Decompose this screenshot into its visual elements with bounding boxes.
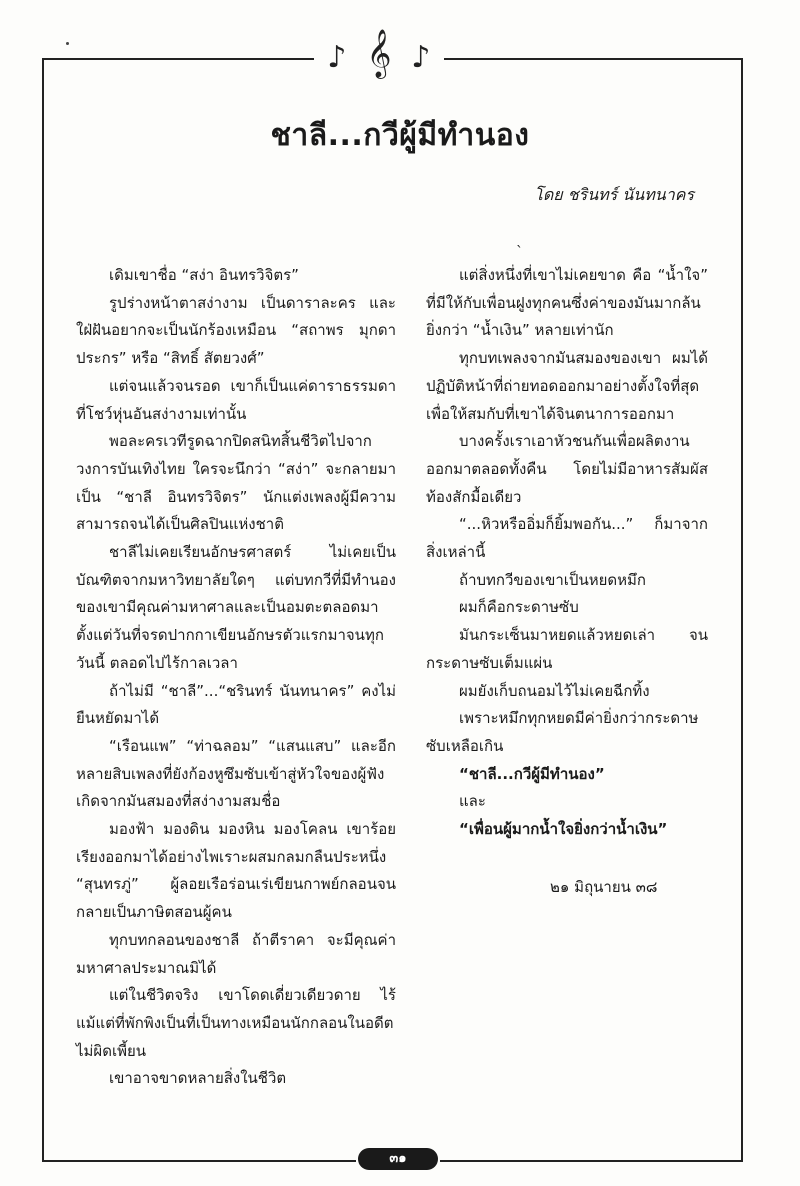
paragraph: แต่ในชีวิตจริง เขาโดดเดี่ยวเดียวดาย ไร้แม้แต่ที่พักพิงเป็นที่เป็นทางเหมือนนักกลอนในอดีตไม่ผิดเพี้ยน xyxy=(76,986,396,1060)
paragraph: แต่สิ่งหนึ่งที่เขาไม่เคยขาด คือ “น้ำใจ” ที่มีให้กับเพื่อนฝูงทุกคนซึ่งค่าของมันมากล้นยิ่งกว่า “น้ำเงิน” หลายเท่านัก xyxy=(426,266,708,340)
verse-line: มันกระเซ็นมาหยดแล้วหยดเล่า จนกระดาษซับเต็มแผ่น xyxy=(426,626,708,672)
paragraph: รูปร่างหน้าตาสง่างาม เป็นดาราละคร และใฝ่ฝันอยากจะเป็นนักร้องเหมือน “สถาพร มุกดาประกร” หรือ “สิทธิ์ สัตยวงศ์” xyxy=(76,293,396,368)
stray-mark: ˎ xyxy=(516,232,523,248)
frame-bottom-left xyxy=(42,1160,356,1162)
closing-line: “เพื่อนผู้มากน้ำใจยิ่งกว่าน้ำเงิน” xyxy=(459,820,668,839)
paragraph: “เรือนแพ” “ท่าฉลอม” “แสนแสบ” และอีกหลายสิบเพลงที่ยังก้องหูซึมซับเข้าสู่หัวใจของผู้ฟังเกิดจากมันสมองที่สง่างามสมชื่อ xyxy=(76,736,396,811)
date-line: ๒๑ มิถุนายน ๓๘ xyxy=(550,878,658,896)
verse-line: ผมยังเก็บถนอมไว้ไม่เคยฉีกทิ้ง xyxy=(459,681,650,700)
page-number: ๓๑ xyxy=(358,1148,438,1170)
closing-line: และ xyxy=(459,792,486,811)
paragraph: ชาลีไม่เคยเรียนอักษรศาสตร์ ไม่เคยเป็นบัณฑิตจากมหาวิทยาลัยใดๆ แต่บทกวีที่มีทำนองของเขามีคุณค่ามหาศาลและเป็นอมตะตลอดมาตั้งแต่วันที่จรดปากกาเขียนอักษรตัวแรกมาจนทุกวันนี้ ตลอดไปไร้กาลเวลา xyxy=(76,543,396,672)
paragraph: “...หิวหรืออิ่มก็ยิ้มพอกัน...” ก็มาจากสิ่งเหล่านี้ xyxy=(426,515,708,562)
paragraph: ทุกบทเพลงจากมันสมองของเขา ผมได้ปฏิบัติหน้าที่ถ่ายทอดออกมาอย่างตั้งใจที่สุดเพื่อให้สมกับที่เขาได้จินตนาการออกมา xyxy=(426,349,708,423)
closing-line: “ชาลี...กวีผู้มีทำนอง” xyxy=(459,764,605,783)
left-column xyxy=(76,262,396,1093)
paragraph: เขาอาจขาดหลายสิ่งในชีวิต xyxy=(109,1069,287,1088)
paragraph: บางครั้งเราเอาหัวชนกันเพื่อผลิตงานออกมาตลอดทั้งคืน โดยไม่มีอาหารสัมผัสท้องสักมื้อเดียว xyxy=(426,432,708,506)
verse-line: ผมก็คือกระดาษซับ xyxy=(459,598,579,617)
paragraph: มองฟ้า มองดิน มองหิน มองโคลน เขาร้อยเรียงออกมาได้อย่างไพเราะผสมกลมกลืนประหนึ่ง “สุนทรภู่” ผู้ลอยเรือร่อนเร่เขียนกาพย์กลอนจนกลายเป็นภาษิตสอนผู้คน xyxy=(76,820,396,922)
page-title: ชาลี...กวีผู้มีทำนอง xyxy=(270,118,530,153)
paragraph: เดิมเขาชื่อ “สง่า อินทรวิจิตร” xyxy=(109,266,299,284)
paragraph: พอละครเวทีรูดฉากปิดสนิทสิ้นชีวิตไปจากวงการบันเทิงไทย ใครจะนึกว่า “สง่า” จะกลายมาเป็น “ชาลี อินทรวิจิตร” นักแต่งเพลงผู้มีความสามารถจนได้เป็นศิลปินแห่งชาติ xyxy=(76,432,396,534)
right-column xyxy=(426,262,708,844)
verse-line: ถ้าบทกวีของเขาเป็นหยดหมึก xyxy=(459,570,646,589)
verse-line: เพราะหมึกทุกหยดมีค่ายิ่งกว่ากระดาษซับเหลือเกิน xyxy=(426,709,699,755)
ink-speck xyxy=(66,42,69,45)
music-ornament xyxy=(314,28,444,78)
frame-bottom-right xyxy=(440,1160,743,1162)
author-byline: โดย ชรินทร์ นันทนาคร xyxy=(534,185,694,204)
treble-clef-icon: 𝄞 xyxy=(366,28,392,77)
paragraph: ถ้าไม่มี “ชาลี”...“ชรินทร์ นันทนาคร” คงไม่ยืนหยัดมาได้ xyxy=(76,681,396,728)
paragraph: ทุกบทกลอนของชาลี ถ้าตีราคา จะมีคุณค่ามหาศาลประมาณมิได้ xyxy=(76,930,396,977)
paragraph: แต่จนแล้วจนรอด เขาก็เป็นแค่ดาราธรรมดาที่โชว์หุ่นอันสง่างามเท่านั้น xyxy=(76,376,396,423)
music-note-icon: ♪ xyxy=(327,40,347,75)
music-note-icon: ♪ xyxy=(411,40,431,75)
